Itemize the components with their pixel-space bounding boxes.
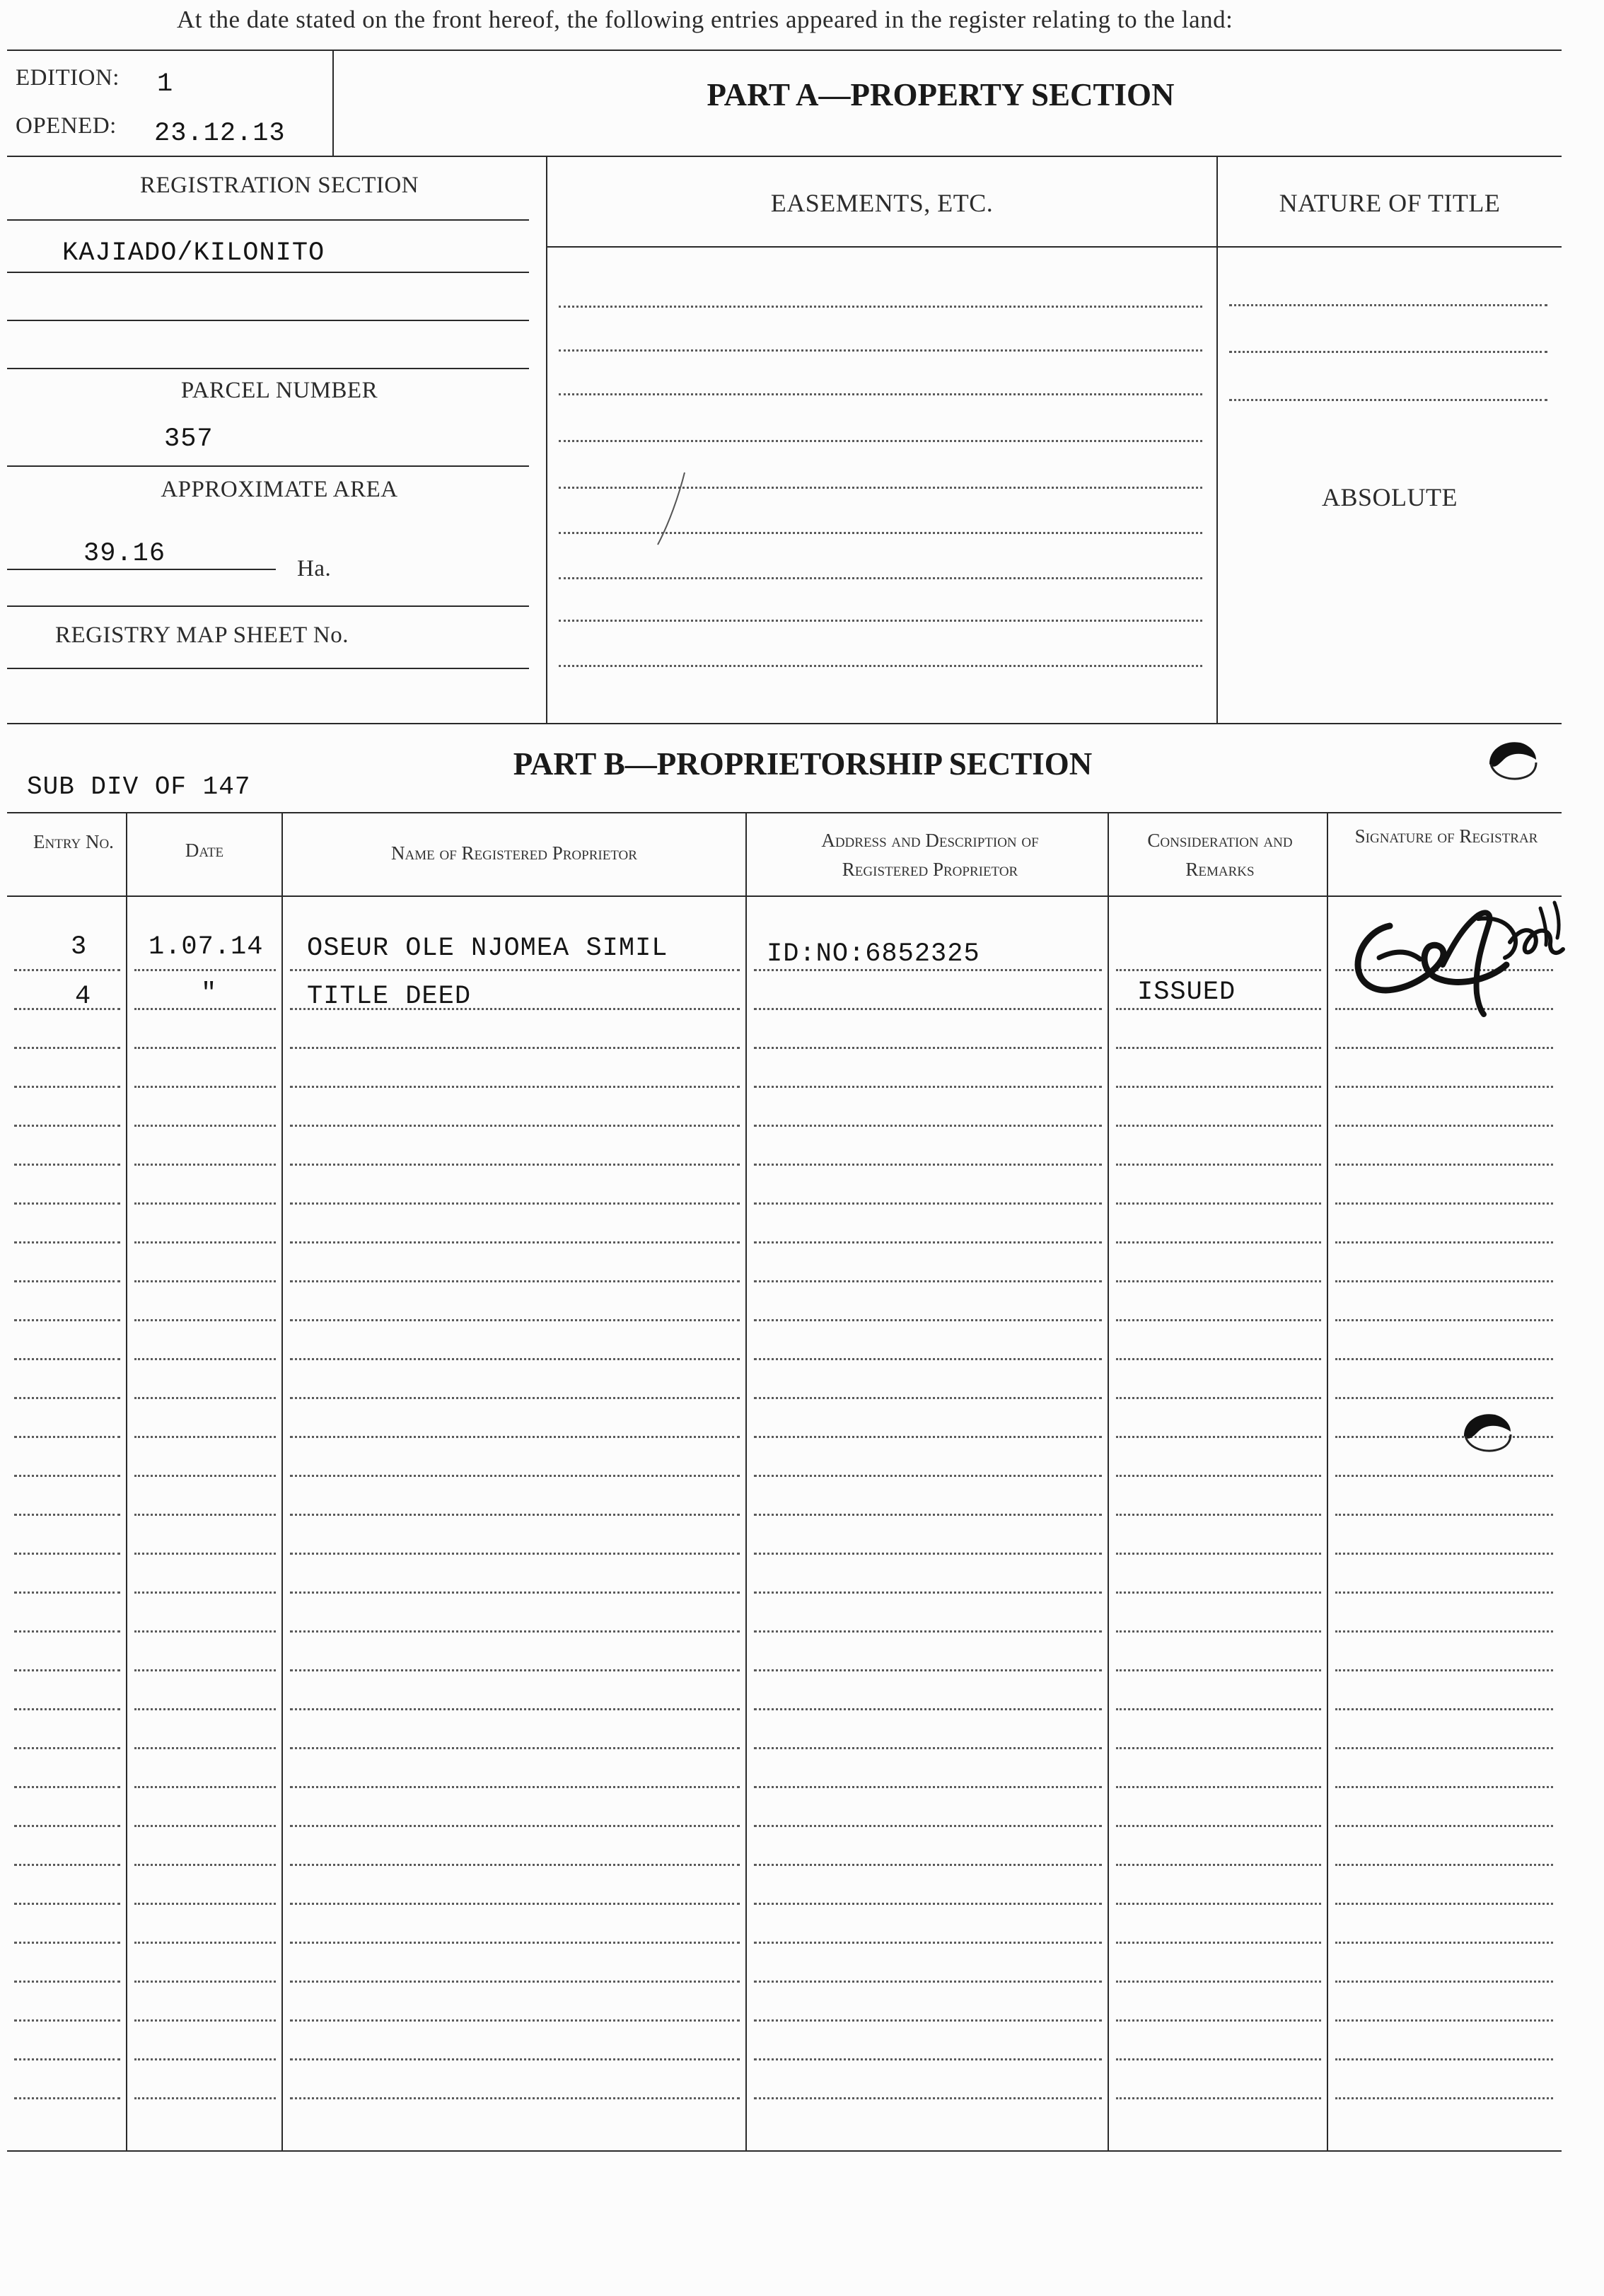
ruled-line	[1116, 1008, 1321, 1010]
opened-label: OPENED:	[16, 113, 117, 139]
ruled-line	[14, 2058, 120, 2060]
ruled-line	[754, 1358, 1102, 1360]
ruled-line	[14, 1164, 120, 1166]
ruled-line	[754, 1591, 1102, 1594]
ruled-line	[754, 1397, 1102, 1399]
ruled-line	[14, 1747, 120, 1749]
ruled-line	[134, 1591, 276, 1594]
edition-label: EDITION:	[16, 65, 120, 91]
ruled-line	[754, 1903, 1102, 1905]
ruled-line	[1335, 1241, 1553, 1243]
ruled-line	[1335, 1981, 1553, 1983]
ruled-line	[1335, 1358, 1553, 1360]
ruled-line	[754, 1475, 1102, 1477]
ruled-line	[754, 1047, 1102, 1049]
ruled-line	[1335, 1708, 1553, 1710]
ruled-line	[14, 1553, 120, 1555]
entry-name: TITLE DEED	[307, 982, 472, 1011]
ruled-line	[1335, 1319, 1553, 1321]
ruled-line	[1116, 1708, 1321, 1710]
ruled-line	[1335, 1825, 1553, 1827]
ruled-line	[1116, 1319, 1321, 1321]
ruled-line	[1116, 969, 1321, 971]
ruled-line	[290, 1358, 740, 1360]
ruled-line	[134, 1358, 276, 1360]
ruled-line	[134, 2058, 276, 2060]
ruled-line	[134, 1864, 276, 1866]
header-note: At the date stated on the front hereof, the following entries appeared in the register relating to the land:	[177, 6, 1233, 33]
ruled-line	[1116, 1397, 1321, 1399]
ruled-line	[134, 1786, 276, 1788]
ruled-line	[14, 1280, 120, 1282]
ruled-line	[14, 1514, 120, 1516]
ruled-line	[134, 1436, 276, 1438]
ruled-line	[754, 1008, 1102, 1010]
ruled-line	[1116, 1086, 1321, 1088]
easement-rule	[559, 349, 1202, 352]
edition-value: 1	[157, 69, 174, 99]
ruled-line	[290, 1825, 740, 1827]
ruled-line	[290, 1241, 740, 1243]
ruled-line	[134, 1669, 276, 1671]
ruled-line	[134, 2097, 276, 2099]
ruled-line	[754, 1981, 1102, 1983]
ruled-line	[1335, 1903, 1553, 1905]
ruled-line	[290, 2097, 740, 2099]
opened-value: 23.12.13	[154, 119, 286, 149]
ruled-line	[1335, 1086, 1553, 1088]
easement-rule	[559, 620, 1202, 622]
ruled-line	[1335, 1864, 1553, 1866]
entry-no: 3	[71, 932, 88, 962]
nature-of-title-value: ABSOLUTE	[1322, 483, 1458, 511]
ruled-line	[134, 1553, 276, 1555]
ruled-line	[290, 1864, 740, 1866]
ruled-line	[1116, 1553, 1321, 1555]
col-consideration: Consideration and Remarks	[1147, 830, 1293, 880]
ruled-line	[754, 1864, 1102, 1866]
ruled-line	[1116, 1164, 1321, 1166]
ruled-line	[134, 1747, 276, 1749]
ruled-line	[1335, 1786, 1553, 1788]
ruled-line	[1116, 2058, 1321, 2060]
ruled-line	[754, 1553, 1102, 1555]
ruled-line	[1116, 1825, 1321, 1827]
ruled-line	[1335, 1669, 1553, 1671]
ruled-line	[1116, 1864, 1321, 1866]
entry-name: OSEUR OLE NJOMEA SIMIL	[307, 934, 668, 963]
ruled-line	[290, 1630, 740, 1633]
ruled-line	[14, 1903, 120, 1905]
ruled-line	[290, 1514, 740, 1516]
ruled-line	[134, 1942, 276, 1944]
ruled-line	[14, 1825, 120, 1827]
ruled-line	[134, 1280, 276, 1282]
ruled-line	[134, 1630, 276, 1633]
ruled-line	[134, 1241, 276, 1243]
ruled-line	[1116, 1747, 1321, 1749]
punch-hole-bottom	[1458, 1408, 1515, 1457]
ruled-line	[1335, 1397, 1553, 1399]
ruled-line	[754, 1319, 1102, 1321]
ruled-line	[134, 1164, 276, 1166]
ruled-line	[290, 969, 740, 971]
ruled-line	[290, 1591, 740, 1594]
ruled-line	[14, 1630, 120, 1633]
ruled-line	[1116, 1630, 1321, 1633]
ruled-line	[1335, 2019, 1553, 2022]
ruled-line	[14, 1436, 120, 1438]
ruled-line	[14, 1669, 120, 1671]
ruled-line	[1116, 1436, 1321, 1438]
ruled-line	[754, 1125, 1102, 1127]
ruled-line	[1116, 1903, 1321, 1905]
ruled-line	[754, 1514, 1102, 1516]
ruled-line	[14, 2019, 120, 2022]
ruled-line	[134, 1903, 276, 1905]
ruled-line	[1116, 1669, 1321, 1671]
ruled-line	[754, 2019, 1102, 2022]
ruled-line	[1335, 2058, 1553, 2060]
ruled-line	[754, 1669, 1102, 1671]
ruled-line	[1335, 1591, 1553, 1594]
ruled-line	[290, 2019, 740, 2022]
ruled-line	[1335, 1747, 1553, 1749]
ruled-line	[1116, 1202, 1321, 1205]
ruled-line	[290, 1436, 740, 1438]
ruled-line	[754, 1630, 1102, 1633]
ruled-line	[290, 1047, 740, 1049]
ruled-line	[290, 1164, 740, 1166]
ruled-line	[14, 2097, 120, 2099]
ruled-line	[1335, 1942, 1553, 1944]
ruled-line	[134, 1319, 276, 1321]
ruled-line	[290, 2058, 740, 2060]
ruled-line	[754, 1786, 1102, 1788]
ruled-line	[14, 1008, 120, 1010]
ruled-line	[754, 1747, 1102, 1749]
pen-stroke	[651, 467, 693, 552]
ruled-line	[14, 1086, 120, 1088]
ruled-line	[754, 1280, 1102, 1282]
ruled-line	[1335, 1202, 1553, 1205]
ruled-line	[754, 1241, 1102, 1243]
col-name: Name of Registered Proprietor	[391, 842, 637, 864]
part-b-title: PART B—PROPRIETORSHIP SECTION	[513, 746, 1093, 782]
approximate-area-value: 39.16	[83, 539, 166, 569]
approximate-area-label: APPROXIMATE AREA	[161, 477, 398, 502]
col-address: Address and Description of Registered Proprietor	[821, 830, 1039, 880]
ruled-line	[1116, 1047, 1321, 1049]
ruled-line	[290, 1708, 740, 1710]
ruled-line	[290, 1669, 740, 1671]
ruled-line	[1116, 1591, 1321, 1594]
punch-hole-top	[1484, 736, 1540, 785]
ruled-line	[134, 1202, 276, 1205]
ruled-line	[14, 969, 120, 971]
ruled-line	[134, 1708, 276, 1710]
ruled-line	[754, 1825, 1102, 1827]
ruled-line	[14, 1475, 120, 1477]
ruled-line	[14, 1708, 120, 1710]
ruled-line	[754, 1708, 1102, 1710]
ruled-line	[1116, 1514, 1321, 1516]
ruled-line	[754, 1942, 1102, 1944]
ruled-line	[1335, 2097, 1553, 2099]
ruled-line	[1335, 1047, 1553, 1049]
ruled-line	[290, 1981, 740, 1983]
ruled-line	[1335, 1553, 1553, 1555]
ruled-line	[290, 1086, 740, 1088]
easement-rule	[559, 440, 1202, 442]
ruled-line	[14, 1358, 120, 1360]
ruled-line	[14, 1591, 120, 1594]
ruled-line	[1116, 1942, 1321, 1944]
sub-div-note: SUB DIV OF 147	[27, 772, 251, 801]
part-a-title: PART A—PROPERTY SECTION	[707, 77, 1175, 112]
easement-rule	[559, 577, 1202, 579]
ruled-line	[1116, 1280, 1321, 1282]
ruled-line	[134, 1825, 276, 1827]
ruled-line	[1116, 2097, 1321, 2099]
ruled-line	[134, 1125, 276, 1127]
ruled-line	[1335, 1475, 1553, 1477]
ruled-line	[290, 1903, 740, 1905]
ruled-line	[1335, 1514, 1553, 1516]
ruled-line	[290, 1319, 740, 1321]
ruled-line	[14, 1786, 120, 1788]
registrar-signature	[1330, 859, 1570, 1021]
ruled-line	[134, 1047, 276, 1049]
ruled-line	[290, 1475, 740, 1477]
entry-no: 4	[75, 982, 92, 1011]
easement-rule	[559, 306, 1202, 308]
ruled-line	[14, 1942, 120, 1944]
ruled-line	[1335, 1125, 1553, 1127]
ruled-line	[134, 1086, 276, 1088]
ruled-line	[134, 1475, 276, 1477]
ruled-line	[754, 1086, 1102, 1088]
registration-section-label: REGISTRATION SECTION	[139, 173, 419, 198]
ruled-line	[1335, 1630, 1553, 1633]
ruled-line	[1116, 1241, 1321, 1243]
ruled-line	[290, 1202, 740, 1205]
parcel-number-value: 357	[164, 424, 214, 454]
col-date: Date	[185, 840, 224, 861]
ruled-line	[14, 1241, 120, 1243]
ruled-line	[134, 1514, 276, 1516]
ruled-line	[1116, 1358, 1321, 1360]
ruled-line	[1116, 1786, 1321, 1788]
area-unit: Ha.	[297, 556, 332, 581]
ruled-line	[754, 2058, 1102, 2060]
ruled-line	[14, 1864, 120, 1866]
ruled-line	[290, 1786, 740, 1788]
ruled-line	[1116, 2019, 1321, 2022]
entry-date: 1.07.14	[149, 932, 264, 962]
ruled-line	[14, 1319, 120, 1321]
ruled-line	[1335, 1436, 1553, 1438]
ruled-line	[1335, 1280, 1553, 1282]
ruled-line	[1116, 1981, 1321, 1983]
ruled-line	[134, 1981, 276, 1983]
ruled-line	[290, 1125, 740, 1127]
ruled-line	[290, 1747, 740, 1749]
ruled-line	[754, 1436, 1102, 1438]
ruled-line	[1116, 1125, 1321, 1127]
ruled-line	[754, 1164, 1102, 1166]
registry-map-sheet-label: REGISTRY MAP SHEET No.	[55, 622, 349, 648]
ruled-line	[754, 969, 1102, 971]
ruled-line	[14, 1397, 120, 1399]
entry-address: ID:NO:6852325	[767, 939, 980, 969]
ruled-line	[134, 2019, 276, 2022]
ruled-line	[1116, 1475, 1321, 1477]
ruled-line	[14, 1202, 120, 1205]
registration-section-value: KAJIADO/KILONITO	[62, 238, 325, 268]
ruled-line	[754, 1202, 1102, 1205]
col-signature: Signature of Registrar	[1354, 825, 1538, 847]
entry-date: "	[201, 979, 218, 1009]
nature-of-title-header: NATURE OF TITLE	[1279, 189, 1501, 217]
ruled-line	[14, 1981, 120, 1983]
ruled-line	[290, 1397, 740, 1399]
ruled-line	[754, 2097, 1102, 2099]
ruled-line	[134, 1397, 276, 1399]
ruled-line	[134, 969, 276, 971]
easements-header: EASEMENTS, ETC.	[770, 189, 994, 217]
entry-remarks: ISSUED	[1137, 978, 1236, 1007]
easement-rule	[559, 665, 1202, 667]
ruled-line	[290, 1280, 740, 1282]
col-entry-no: Entry No.	[33, 831, 114, 852]
ruled-line	[14, 1047, 120, 1049]
easement-rule	[559, 393, 1202, 395]
ruled-line	[14, 1125, 120, 1127]
parcel-number-label: PARCEL NUMBER	[180, 378, 378, 403]
ruled-line	[290, 1553, 740, 1555]
ruled-line	[290, 1942, 740, 1944]
ruled-line	[1335, 1164, 1553, 1166]
